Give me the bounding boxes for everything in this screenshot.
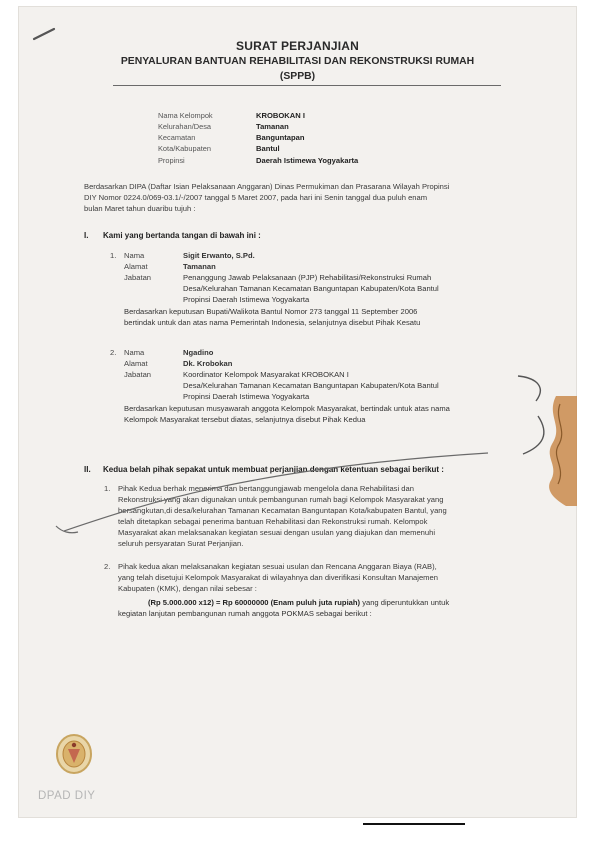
point-2-line: Pihak kedua akan melaksanakan kegiatan sesuai usulan dan Rencana Anggaran Biaya (RAB), [118,562,437,571]
party-1-basis-line: bertindak untuk dan atas nama Pemerintah Indonesia, selanjutnya disebut Pihak Kesatu [124,318,421,327]
point-2-last-line: kegiatan lanjutan pembangunan rumah anggota POKMAS sebagai berikut : [118,609,372,618]
party-2-position-line: Propinsi Daerah Istimewa Yogyakarta [183,392,310,401]
point-2-line: Kabupaten (KMK), dengan nilai sebesar : [118,584,257,593]
point-1-line: Pihak Kedua berhak menerima dan bertanggungjawab mengelola dana Rehabilitasi dan [118,484,414,493]
identity-label: Kecamatan [158,133,196,142]
identity-label: Kelurahan/Desa [158,122,212,131]
identity-value: Bantul [256,144,280,153]
party-2-number: 2. [110,348,117,357]
identity-label: Nama Kelompok [158,111,213,120]
footer-rule [363,823,465,825]
party-2-address: Dk. Krobokan [183,359,233,368]
paper-damage-stain [516,396,577,506]
watermark-text: DPAD DIY [38,790,96,802]
party-1-position-line: Propinsi Daerah Istimewa Yogyakarta [183,295,310,304]
intro-line: DIY Nomor 0224.0/069-03.1/-/2007 tanggal 5 Maret 2007, pada hari ini Senin tanggal dua puluh enam [84,193,428,202]
party-1-number: 1. [110,251,117,260]
dpad-seal-logo [52,731,96,777]
party-2-position-line: Desa/Kelurahan Tamanan Kecamatan Banguntapan Kabupaten/Kota Bantul [183,381,439,390]
contract-amount: (Rp 5.000.000 x12) = Rp 60000000 (Enam puluh juta rupiah) [148,598,361,607]
intro-line: bulan Maret tahun duaribu tujuh : [84,204,196,213]
address-label: Alamat [124,359,148,368]
document-page [18,6,577,818]
party-2-basis-line: Kelompok Masyarakat tersebut diatas, selanjutnya disebut Pihak Kedua [124,415,366,424]
identity-value: Daerah Istimewa Yogyakarta [256,156,359,165]
identity-label: Kota/Kabupaten [158,144,212,153]
identity-value: Banguntapan [256,133,305,142]
point-1-line: Rekonstruksi yang akan digunakan untuk pembangunan rumah bagi Kelompok Masyarakat yang [118,495,444,504]
party-2-position-line: Koordinator Kelompok Masyarakat KROBOKAN I [183,370,349,379]
name-label: Nama [124,251,145,260]
point-1-number: 1. [104,484,111,493]
point-2-number: 2. [104,562,111,571]
intro-line: Berdasarkan DIPA (Daftar Isian Pelaksanaan Anggaran) Dinas Permukiman dan Prasarana Wilayah Propinsi [84,182,450,191]
party-1-name: Sigit Erwanto, S.Pd. [183,251,255,260]
party-1-position-line: Penanggung Jawab Pelaksanaan (PJP) Rehabilitasi/Rekonstruksi Rumah [183,273,432,282]
address-label: Alamat [124,262,148,271]
document-title: SURAT PERJANJIAN [236,39,359,53]
point-1-line: telah ditetapkan sebagai penerima bantuan Rehabilitasi dan Rekonstruksi rumah. Kelompok [118,517,428,526]
party-2-name: Ngadino [183,348,214,357]
point-1-line: seluruh persyaratan Surat Perjanjian. [118,539,244,548]
identity-value: KROBOKAN I [256,111,305,120]
party-2-basis-line: Berdasarkan keputusan musyawarah anggota Kelompok Masyarakat, bertindak untuk atas nama [124,404,450,413]
document-acronym: (SPPB) [279,71,316,82]
point-2-line: yang telah disetujui Kelompok Masyarakat di wilayahnya dan diverifikasi Konsultan Manajemen [118,573,438,582]
party-1-basis-line: Berdasarkan keputusan Bupati/Walikota Bantul Nomor 273 tanggal 11 September 2006 [124,307,418,316]
point-1-line: Masyarakat akan melaksanakan kegiatan sesuai dengan usulan yang diajukan dan memenuhi [118,528,436,537]
position-label: Jabatan [124,273,152,282]
section-1-number: I. [84,231,89,240]
identity-label: Propinsi [158,156,185,165]
identity-value: Tamanan [256,122,289,131]
amount-suffix: yang diperuntukkan untuk [360,598,450,607]
party-1-address: Tamanan [183,262,216,271]
point-1-line: bersangkutan,di desa/kelurahan Tamanan Kecamatan Banguntapan Kota/kabupaten Bantul, yang [118,506,447,515]
document-subtitle: PENYALURAN BANTUAN REHABILITASI DAN REKONSTRUKSI RUMAH [120,56,475,67]
section-2-title: Kedua belah pihak sepakat untuk membuat perjanjian dengan ketentuan sebagai berikut : [103,465,444,474]
position-label: Jabatan [124,370,152,379]
party-1-position-line: Desa/Kelurahan Tamanan Kecamatan Banguntapan Kabupaten/Kota Bantul [183,284,439,293]
handwritten-marks [18,6,577,818]
section-1-title: Kami yang bertanda tangan di bawah ini : [103,231,261,240]
section-2-number: II. [84,465,91,474]
name-label: Nama [124,348,145,357]
